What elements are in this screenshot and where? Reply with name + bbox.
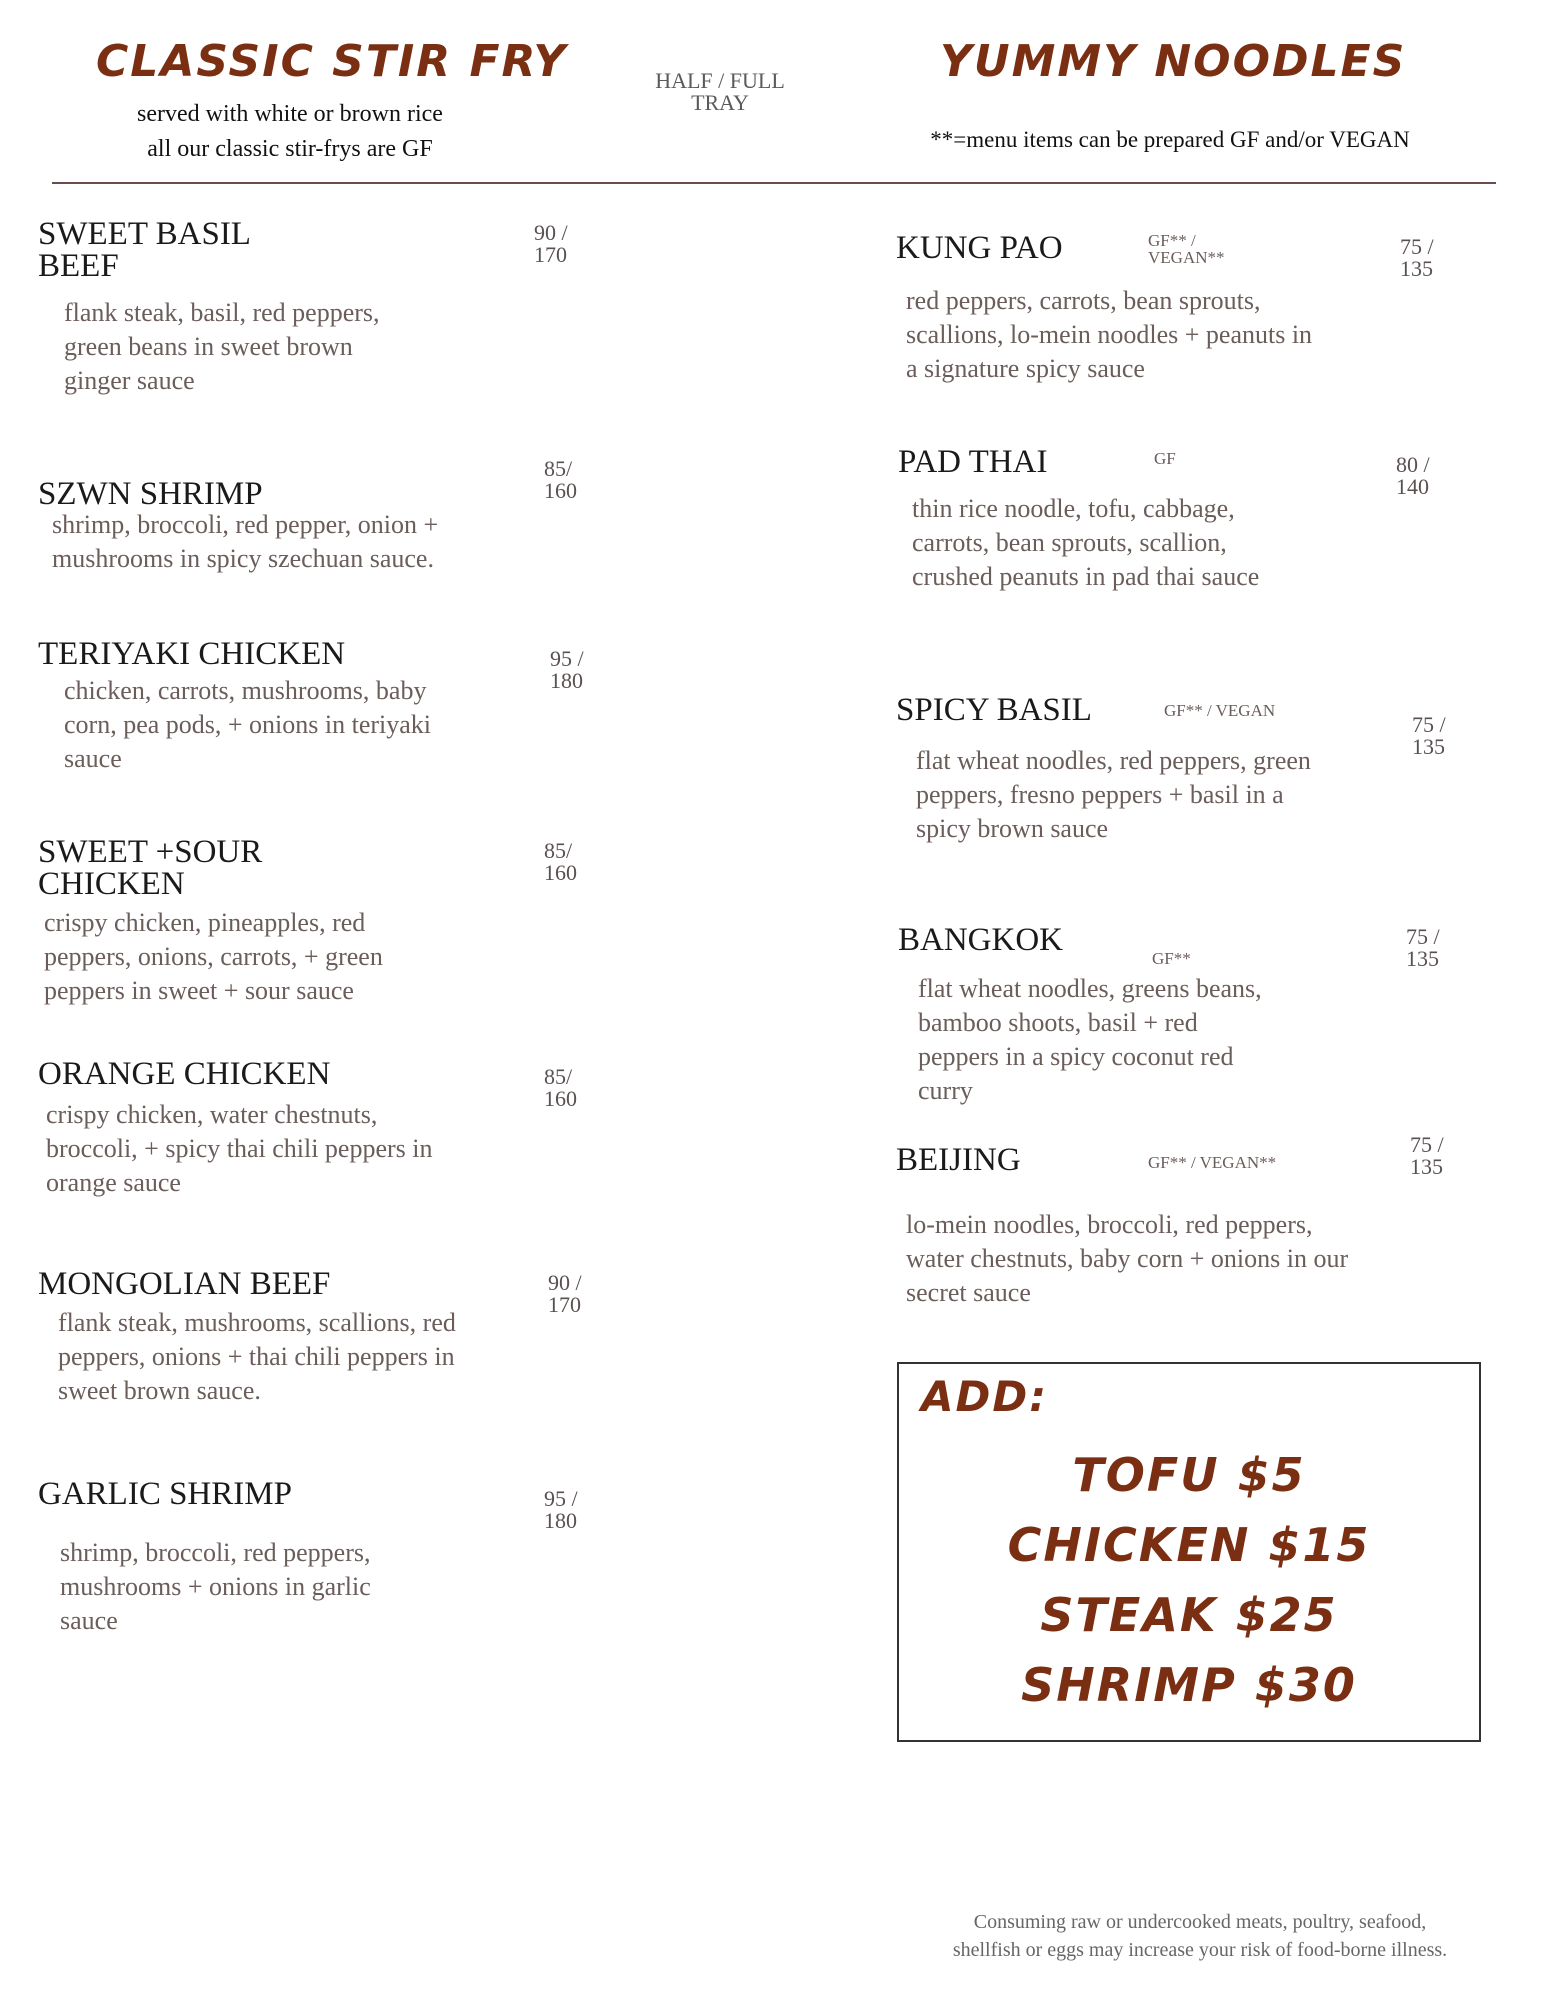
item-name: SWEET BASIL <box>38 216 251 252</box>
item-name-line2: CHICKEN <box>38 866 185 902</box>
price-half: 75 / <box>1410 1132 1444 1157</box>
description-line: flat wheat noodles, red peppers, green <box>916 746 1311 775</box>
item-name: SZWN SHRIMP <box>38 476 263 512</box>
description-line: flat wheat noodles, greens beans, <box>918 974 1262 1003</box>
item-description <box>918 972 1478 1108</box>
item-price <box>1400 236 1490 280</box>
add-on-shrimp: SHRIMP $30 <box>1021 1658 1357 1712</box>
description-line: scallions, lo-mein noodles + peanuts in <box>906 320 1313 349</box>
item-name: PAD THAI <box>898 444 1048 480</box>
menu-item-pad-thai <box>898 446 1498 606</box>
price-full: 160 <box>544 478 577 503</box>
item-name: KUNG PAO <box>896 230 1063 266</box>
price-half: 75 / <box>1400 234 1434 259</box>
description-line: shrimp, broccoli, red pepper, onion + <box>52 510 439 539</box>
menu-item-bangkok <box>898 924 1498 1114</box>
menu-item-kung-pao <box>896 232 1496 392</box>
description-line: a signature spicy sauce <box>906 354 1145 383</box>
food-safety-notice <box>880 1908 1520 1964</box>
price-full: 140 <box>1396 474 1429 499</box>
diet-tag-line: GF <box>1154 449 1176 468</box>
description-line: curry <box>918 1076 973 1105</box>
food-safety-line2: shellfish or eggs may increase your risk of food-borne illness. <box>952 1939 1448 1961</box>
item-price <box>544 1488 634 1532</box>
description-line: thin rice noodle, tofu, cabbage, <box>912 494 1235 523</box>
description-line: mushrooms + onions in garlic <box>60 1572 371 1601</box>
item-name-line2: BEEF <box>38 248 119 284</box>
description-line: green beans in sweet brown <box>64 332 353 361</box>
description-line: peppers in a spicy coconut red <box>918 1042 1234 1071</box>
item-description <box>906 1208 1486 1310</box>
price-full: 135 <box>1410 1154 1443 1179</box>
diet-tag <box>1164 702 1275 719</box>
description-line: secret sauce <box>906 1278 1031 1307</box>
item-name: BEIJING <box>896 1142 1021 1178</box>
price-half: 85/ <box>544 1064 573 1089</box>
item-description <box>916 744 1476 846</box>
item-name: MONGOLIAN BEEF <box>38 1266 331 1302</box>
price-half: 95 / <box>550 646 584 671</box>
price-full: 170 <box>534 242 567 267</box>
item-description <box>906 284 1466 386</box>
header-divider <box>52 182 1496 184</box>
description-line: crispy chicken, water chestnuts, <box>46 1100 378 1129</box>
price-half: 95 / <box>544 1486 578 1511</box>
diet-tag-line: GF** / VEGAN** <box>1148 1153 1277 1172</box>
description-line: sauce <box>60 1606 118 1635</box>
section-title-noodles: YUMMY NOODLES <box>940 36 1407 87</box>
price-half: 85/ <box>544 838 573 863</box>
description-line: flank steak, mushrooms, scallions, red <box>58 1308 456 1337</box>
add-ons-box <box>897 1362 1481 1742</box>
description-line: mushrooms in spicy szechuan sauce. <box>52 544 434 573</box>
diet-tag <box>1154 450 1176 467</box>
diet-tag <box>1152 950 1191 967</box>
item-description <box>46 1098 586 1200</box>
price-full: 135 <box>1406 946 1439 971</box>
item-description <box>912 492 1472 594</box>
tray-size-line2: TRAY <box>691 90 749 115</box>
price-full: 135 <box>1400 256 1433 281</box>
item-price <box>544 458 634 502</box>
description-line: crispy chicken, pineapples, red <box>44 908 366 937</box>
item-description <box>44 906 584 1008</box>
price-full: 135 <box>1412 734 1445 759</box>
price-half: 75 / <box>1406 924 1440 949</box>
price-half: 80 / <box>1396 452 1430 477</box>
diet-tag <box>1148 1154 1276 1171</box>
description-line: water chestnuts, baby corn + onions in our <box>906 1244 1349 1273</box>
price-full: 180 <box>544 1508 577 1533</box>
section-title-stir-fry: CLASSIC STIR FRY <box>96 36 568 87</box>
description-line: ginger sauce <box>64 366 195 395</box>
stir-fry-subtitle-gf: all our classic stir-frys are GF <box>147 136 433 162</box>
food-safety-line1: Consuming raw or undercooked meats, poultry, seafood, <box>973 1911 1427 1933</box>
description-line: shrimp, broccoli, red peppers, <box>60 1538 371 1567</box>
item-name: ORANGE CHICKEN <box>38 1056 331 1092</box>
item-name: SWEET +SOUR <box>38 834 263 870</box>
menu-item-teriyaki-chicken <box>38 638 598 788</box>
description-line: bamboo shoots, basil + red <box>918 1008 1198 1037</box>
description-line: flank steak, basil, red peppers, <box>64 298 380 327</box>
tray-size-label <box>620 70 820 114</box>
description-line: corn, pea pods, + onions in teriyaki <box>64 710 432 739</box>
item-price <box>544 840 634 884</box>
description-line: orange sauce <box>46 1168 181 1197</box>
item-description <box>60 1536 560 1638</box>
item-price <box>1410 1134 1500 1178</box>
description-line: peppers, onions, carrots, + green <box>44 942 383 971</box>
price-half: 90 / <box>534 220 568 245</box>
description-line: crushed peanuts in pad thai sauce <box>912 562 1260 591</box>
stir-fry-subtitle-rice: served with white or brown rice <box>137 101 443 127</box>
description-line: chicken, carrots, mushrooms, baby <box>64 676 427 705</box>
diet-tag-line: GF** <box>1152 949 1191 968</box>
menu-item-sweet-basil-beef <box>38 218 598 418</box>
description-line: lo-mein noodles, broccoli, red peppers, <box>906 1210 1313 1239</box>
price-half: 90 / <box>548 1270 582 1295</box>
item-name: SPICY BASIL <box>896 692 1092 728</box>
noodles-subtitle-note: **=menu items can be prepared GF and/or VEGAN <box>930 127 1410 152</box>
item-name: BANGKOK <box>898 922 1063 958</box>
menu-item-orange-chicken <box>38 1058 598 1208</box>
menu-item-beijing <box>896 1132 1496 1324</box>
description-line: spicy brown sauce <box>916 814 1109 843</box>
price-half: 85/ <box>544 456 573 481</box>
description-line: sauce <box>64 744 122 773</box>
description-line: broccoli, + spicy thai chili peppers in <box>46 1134 433 1163</box>
description-line: peppers, fresno peppers + basil in a <box>916 780 1284 809</box>
add-ons-title: ADD: <box>921 1372 1049 1421</box>
description-line: peppers in sweet + sour sauce <box>44 976 354 1005</box>
menu-item-mongolian-beef <box>38 1268 598 1418</box>
tray-size-line1: HALF / FULL <box>655 68 785 93</box>
price-full: 160 <box>544 1086 577 1111</box>
item-name: TERIYAKI CHICKEN <box>38 636 346 672</box>
diet-tag-line: GF** / VEGAN <box>1164 701 1276 720</box>
description-line: carrots, bean sprouts, scallion, <box>912 528 1227 557</box>
description-line: red peppers, carrots, bean sprouts, <box>906 286 1261 315</box>
price-full: 180 <box>550 668 583 693</box>
item-description <box>64 674 584 776</box>
item-price <box>1406 926 1496 970</box>
menu-item-szwn-shrimp <box>38 456 598 598</box>
item-price <box>534 222 624 266</box>
description-line: peppers, onions + thai chili peppers in <box>58 1342 455 1371</box>
item-description <box>52 508 592 576</box>
price-half: 75 / <box>1412 712 1446 737</box>
menu-item-sweet-sour-chicken <box>38 836 598 1016</box>
diet-tag-line: VEGAN** <box>1148 248 1225 267</box>
item-description <box>58 1306 598 1408</box>
add-on-chicken: CHICKEN $15 <box>1007 1518 1371 1572</box>
item-description <box>64 296 564 398</box>
price-full: 170 <box>548 1292 581 1317</box>
description-line: sweet brown sauce. <box>58 1376 261 1405</box>
add-on-tofu: TOFU $5 <box>1072 1448 1306 1502</box>
price-full: 160 <box>544 860 577 885</box>
diet-tag-line: GF** / <box>1148 231 1196 250</box>
diet-tag <box>1148 232 1225 266</box>
menu-item-spicy-basil <box>896 694 1496 854</box>
add-on-steak: STEAK $25 <box>1040 1588 1338 1642</box>
item-name: GARLIC SHRIMP <box>38 1476 292 1512</box>
menu-item-garlic-shrimp <box>38 1478 598 1658</box>
